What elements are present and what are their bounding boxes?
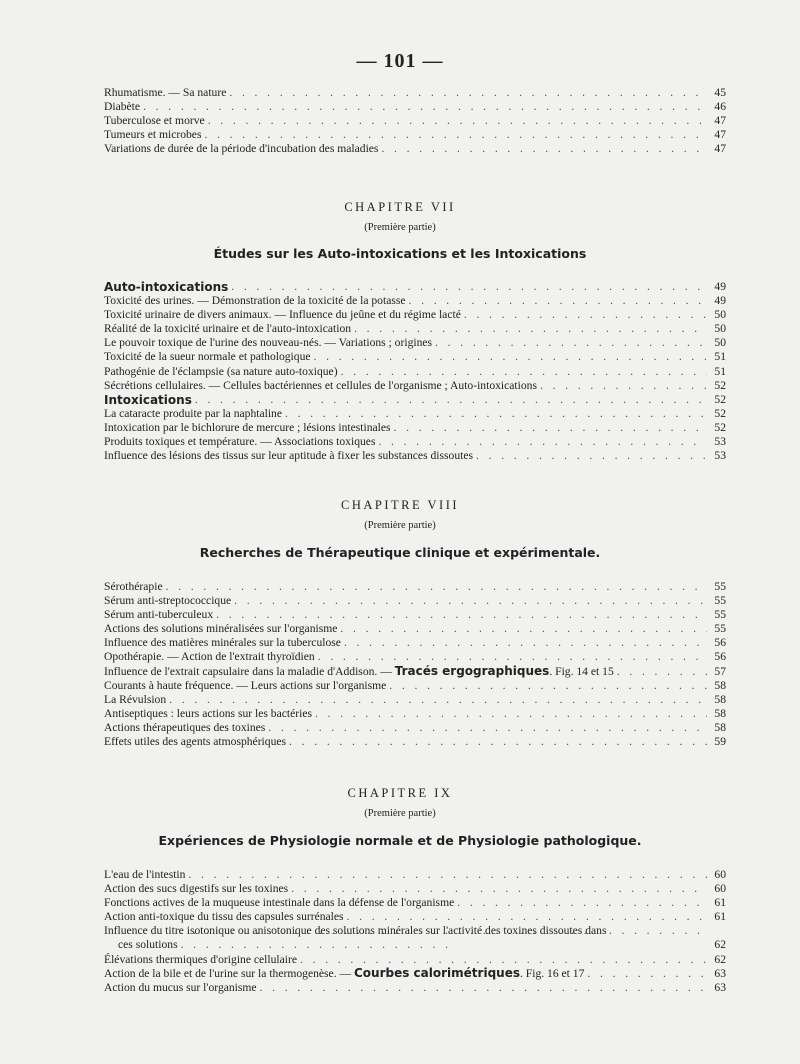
toc-entry-page: 52 [714, 378, 726, 392]
toc-entry-text-group [104, 967, 584, 981]
toc-entry-page: 63 [714, 980, 726, 994]
toc-entry-text: Action de la bile et de l'urine sur la thermogenèse. — [104, 966, 354, 980]
toc-entry-page: 50 [714, 322, 726, 336]
toc-entry [104, 679, 726, 693]
toc-entry-text: Opothérapie. — Action de l'extrait thyroïdien [104, 650, 315, 664]
toc-entry [104, 100, 726, 114]
leader-dots [344, 636, 707, 650]
toc-entry [104, 608, 726, 622]
toc-entry [104, 580, 726, 594]
toc-entry [104, 665, 726, 679]
toc-entry [104, 435, 726, 449]
toc-entry [104, 967, 726, 981]
chapter-heading: CHAPITRE VII [344, 200, 456, 214]
leader-dots [340, 622, 707, 636]
leader-dots [300, 953, 707, 967]
toc-entry [104, 128, 726, 142]
toc-entry-text: Pathogénie de l'éclampsie (sa nature auto-toxique) [104, 364, 338, 378]
toc-entry-text: Sérum anti-streptococcique [104, 594, 232, 608]
leader-dots [231, 280, 707, 294]
toc-entry-text-group [104, 665, 614, 679]
toc-entry [104, 365, 726, 379]
page-number: — 101 — [356, 50, 444, 72]
toc-chapter8-section [104, 580, 726, 749]
leader-dots [457, 896, 707, 910]
toc-entry [104, 350, 726, 364]
leader-dots [314, 350, 707, 364]
toc-entry-text: Toxicité des urines. — Démonstration de la toxicité de la potasse [104, 294, 406, 308]
leader-dots [464, 308, 707, 322]
toc-entry-page: 58 [714, 678, 726, 692]
leader-dots [229, 86, 707, 100]
chapter-part: (Première partie) [364, 222, 436, 233]
leader-dots [289, 735, 707, 749]
toc-entry-text: Tumeurs et microbes [104, 128, 202, 142]
toc-entry [104, 721, 726, 735]
toc-entry [104, 322, 726, 336]
toc-entry-page: 47 [714, 142, 726, 156]
leader-dots [394, 421, 707, 435]
leader-dots [409, 294, 707, 308]
toc-entry-text: Influence des lésions des tissus sur leur aptitude à fixer les substances dissoutes [104, 449, 473, 463]
toc-entry-page: 62 [714, 938, 726, 952]
toc-entry-page: 49 [714, 280, 726, 293]
leader-dots [435, 336, 707, 350]
toc-entry-text: Antiseptiques : leurs actions sur les bactéries [104, 706, 312, 720]
toc-entry [104, 336, 726, 350]
toc-entry-text: Diabète [104, 100, 141, 114]
leader-dots [378, 435, 707, 449]
toc-entry-text: Sérum anti-tuberculeux [104, 608, 214, 622]
leader-dots [260, 981, 707, 995]
toc-entry-text: Effets utiles des agents atmosphériques [104, 735, 287, 749]
toc-entry [104, 142, 726, 156]
toc-entry-text: Fonctions actives de la muqueuse intestinale dans la défense de l'organisme [104, 896, 455, 910]
leader-dots [476, 449, 707, 463]
toc-entry-page: 50 [714, 308, 726, 322]
toc-entry-page: 51 [714, 350, 726, 364]
toc-entry-page: 59 [714, 735, 726, 749]
toc-entry-text-after: . Fig. 16 et 17 [519, 966, 585, 980]
leader-dots [234, 594, 707, 608]
toc-entry [104, 650, 726, 664]
toc-entry-text: Le pouvoir toxique de l'urine des nouveau-nés. — Variations ; origines [104, 336, 433, 350]
toc-entry-page: 58 [714, 720, 726, 734]
toc-entry-text: Produits toxiques et température. — Associations toxiques [104, 435, 376, 449]
toc-entry-text: Courants à haute fréquence. — Leurs actions sur l'organisme [104, 678, 387, 692]
toc-entry-bold-text: Courbes calorimétriques [354, 966, 520, 980]
chapter-heading: CHAPITRE IX [347, 786, 453, 800]
leader-dots [381, 142, 707, 156]
leader-dots [143, 100, 707, 114]
toc-entry-text-cont: ces solutions [118, 938, 178, 952]
toc-entry-text: Variations de durée de la période d'incubation des maladies [104, 142, 379, 156]
toc-entry-page: 52 [714, 420, 726, 434]
chapter-title: Recherches de Thérapeutique clinique et expérimentale. [199, 545, 601, 560]
toc-entry [104, 379, 726, 393]
leader-dots [169, 693, 707, 707]
toc-entry [104, 594, 726, 608]
leader-dots [166, 580, 707, 594]
toc-entry-page: 51 [714, 364, 726, 378]
toc-entry-page: 45 [714, 86, 726, 99]
toc-entry-text: Tuberculose et morve [104, 114, 205, 128]
toc-entry-page: 61 [714, 910, 726, 924]
chapter-part: (Première partie) [364, 520, 436, 531]
toc-entry-page: 55 [714, 622, 726, 636]
toc-entry [104, 910, 726, 924]
toc-entry-page: 55 [714, 608, 726, 622]
toc-entry-bold-text: Tracés ergographiques [394, 664, 550, 678]
leader-dots [354, 322, 707, 336]
toc-entry [104, 953, 726, 967]
leader-dots [617, 665, 707, 679]
toc-entry-continuation [104, 938, 726, 952]
toc-entry-page: 60 [714, 882, 726, 896]
leader-dots [540, 379, 707, 393]
toc-entry-text: Toxicité de la sueur normale et pathologique [104, 350, 311, 364]
leader-dots [181, 924, 707, 952]
toc-entry [104, 882, 726, 896]
toc-top-section [104, 86, 726, 156]
leader-dots [268, 721, 707, 735]
toc-entry-page: 61 [714, 896, 726, 910]
toc-entry-page: 55 [714, 580, 726, 593]
toc-entry-page: 53 [714, 435, 726, 449]
leader-dots [318, 650, 707, 664]
toc-entry-text: Intoxications [104, 392, 192, 407]
leader-dots [291, 882, 707, 896]
toc-entry-text: Influence des matières minérales sur la tuberculose [104, 636, 341, 650]
chapter-heading: CHAPITRE VIII [340, 498, 460, 512]
toc-entry [104, 896, 726, 910]
leader-dots [195, 393, 707, 407]
toc-entry-page: 57 [714, 664, 726, 678]
toc-entry-page: 60 [714, 868, 726, 881]
toc-entry-text: Élévations thermiques d'origine cellulaire [104, 952, 298, 966]
toc-entry-text: Action du mucus sur l'organisme [104, 980, 257, 994]
leader-dots [285, 407, 707, 421]
toc-entry-text: Réalité de la toxicité urinaire et de l'auto-intoxication [104, 322, 352, 336]
toc-entry [104, 735, 726, 749]
toc-entry [104, 308, 726, 322]
toc-entry [104, 114, 726, 128]
leader-dots [315, 707, 707, 721]
toc-entry-page: 56 [714, 636, 726, 650]
toc-chapter9-section [104, 868, 726, 995]
toc-entry-page: 47 [714, 128, 726, 142]
chapter-title: Expériences de Physiologie normale et de Physiologie pathologique. [158, 833, 642, 848]
toc-entry [104, 407, 726, 421]
toc-entry-page: 53 [714, 449, 726, 463]
toc-entry-page: 58 [714, 706, 726, 720]
toc-entry-text: Toxicité urinaire de divers animaux. — Influence du jeûne et du régime lacté [104, 308, 461, 322]
toc-entry-page: 58 [714, 692, 726, 706]
toc-entry-text: Influence du titre isotonique ou anisotonique des solutions minérales sur l'activité des toxines dissoutes dans [104, 924, 607, 938]
chapter-title: Études sur les Auto-intoxications et les Intoxications [213, 246, 587, 261]
toc-entry-text: Sécrétions cellulaires. — Cellules bactériennes et cellules de l'organisme ; Auto-intoxications [104, 378, 537, 392]
toc-entry-page: 55 [714, 594, 726, 608]
leader-dots [208, 114, 707, 128]
toc-entry-text: Rhumatisme. — Sa nature [104, 86, 227, 99]
toc-entry-page: 56 [714, 650, 726, 664]
toc-entry [104, 707, 726, 721]
toc-entry [104, 981, 726, 995]
toc-entry-page: 49 [714, 294, 726, 308]
toc-entry [104, 636, 726, 650]
toc-entry-text-after: . Fig. 14 et 15 [549, 664, 614, 678]
toc-entry-text: Actions thérapeutiques des toxines [104, 720, 266, 734]
toc-entry-page: 47 [714, 114, 726, 128]
toc-chapter7-section [104, 280, 726, 463]
toc-entry-text: La Révulsion [104, 692, 167, 706]
leader-dots [347, 910, 707, 924]
toc-entry-text: Action anti-toxique du tissu des capsules surrénales [104, 910, 344, 924]
leader-dots [587, 967, 707, 981]
chapter-part: (Première partie) [364, 808, 436, 819]
toc-entry-page: 46 [714, 100, 726, 114]
toc-entry [104, 693, 726, 707]
toc-entry-text: Action des sucs digestifs sur les toxines [104, 882, 289, 896]
toc-entry-text: Auto-intoxications [104, 280, 229, 294]
toc-entry [104, 449, 726, 463]
toc-entry-page: 50 [714, 336, 726, 350]
toc-entry-text: Actions des solutions minéralisées sur l'organisme [104, 622, 338, 636]
toc-entry [104, 924, 726, 952]
toc-entry [104, 86, 726, 100]
leader-dots [341, 365, 707, 379]
toc-entry [104, 421, 726, 435]
toc-entry-text: Intoxication par le bichlorure de mercure ; lésions intestinales [104, 420, 391, 434]
toc-entry [104, 393, 726, 407]
toc-entry-text: La cataracte produite par la naphtaline [104, 406, 282, 420]
toc-entry [104, 294, 726, 308]
toc-entry [104, 868, 726, 882]
leader-dots [204, 128, 707, 142]
leader-dots [188, 868, 707, 882]
toc-entry-page: 62 [714, 952, 726, 966]
toc-entry-text: L'eau de l'intestin [104, 868, 186, 881]
toc-entry [104, 622, 726, 636]
leader-dots [389, 679, 707, 693]
toc-entry-page: 63 [714, 966, 726, 980]
toc-entry-text: Influence de l'extrait capsulaire dans la maladie d'Addison. — [104, 664, 395, 678]
toc-entry-page: 52 [714, 406, 726, 420]
leader-dots [216, 608, 707, 622]
toc-entry-page: 52 [714, 392, 726, 406]
toc-entry [104, 280, 726, 294]
toc-entry-text: Sérothérapie [104, 580, 163, 593]
